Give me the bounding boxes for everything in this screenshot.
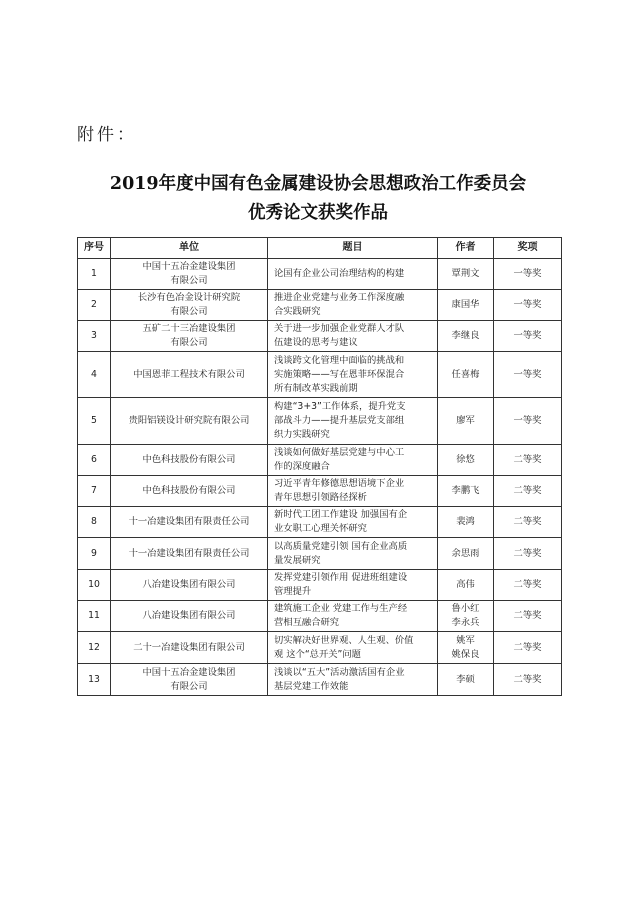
table-row <box>78 259 562 290</box>
title-cell-line: 切实解决好世界观、人生观、价值 <box>274 634 414 646</box>
table-row <box>78 476 562 507</box>
title-cell-line: 织力实践研究 <box>274 429 330 440</box>
unit-cell-line: 有限公司 <box>170 337 208 348</box>
award-cell: 一等奖 <box>494 352 562 398</box>
row-number: 6 <box>78 445 111 476</box>
title-cell <box>268 538 438 570</box>
awards-table <box>77 237 562 696</box>
title-cell-line: 关于进一步加强企业党群人才队 <box>274 323 405 334</box>
title-cell-line: 发挥党建引领作用 促进班组建设 <box>274 572 408 583</box>
table-row <box>78 664 562 696</box>
author-cell <box>438 664 494 696</box>
row-number: 12 <box>78 632 111 664</box>
unit-cell <box>111 445 268 476</box>
title-cell-line: 浅谈以“五大”活动激活国有企业 <box>274 666 405 678</box>
attachment-label: 附件： <box>77 125 137 145</box>
award-cell: 二等奖 <box>494 601 562 632</box>
table-row <box>78 601 562 632</box>
title-cell-line: 新时代工团工作建设 加强国有企 <box>274 509 408 520</box>
unit-cell-line: 贵阳铝镁设计研究院有限公司 <box>128 415 250 426</box>
title-cell-line: 合实践研究 <box>274 306 321 317</box>
title-cell <box>268 290 438 321</box>
table-row <box>78 538 562 570</box>
table-row <box>78 570 562 601</box>
title-cell-line: 营相互融合研究 <box>274 617 340 628</box>
table-row <box>78 445 562 476</box>
header-no: 序号 <box>78 238 111 259</box>
unit-cell <box>111 570 268 601</box>
author-cell <box>438 321 494 352</box>
award-cell: 二等奖 <box>494 632 562 664</box>
title-cell-line: 实施策略——写在恩菲环保混合 <box>274 368 405 380</box>
title-cell-line: 基层党建工作效能 <box>274 680 349 692</box>
author-cell <box>438 445 494 476</box>
award-cell: 二等奖 <box>494 476 562 507</box>
title-cell <box>268 507 438 538</box>
unit-cell <box>111 352 268 398</box>
row-number: 4 <box>78 352 111 398</box>
author-cell-line: 覃荆文 <box>451 268 480 279</box>
title-cell <box>268 398 438 445</box>
award-cell: 一等奖 <box>494 290 562 321</box>
row-number: 8 <box>78 507 111 538</box>
unit-cell <box>111 398 268 445</box>
title-cell <box>268 445 438 476</box>
author-cell-line: 任喜梅 <box>451 368 480 380</box>
row-number: 3 <box>78 321 111 352</box>
author-cell-line: 李鹏飞 <box>451 485 480 496</box>
table-row <box>78 507 562 538</box>
title-cell-line: 观 这个“总开关”问题 <box>274 648 361 660</box>
table-row <box>78 290 562 321</box>
author-cell <box>438 398 494 445</box>
unit-cell-line: 有限公司 <box>170 306 208 317</box>
award-cell: 一等奖 <box>494 321 562 352</box>
document-subtitle: 优秀论文获奖作品 <box>248 203 388 223</box>
row-number: 9 <box>78 538 111 570</box>
unit-cell <box>111 538 268 570</box>
author-cell-line: 康国华 <box>451 299 480 310</box>
author-cell-line: 余思雨 <box>451 547 480 559</box>
author-cell <box>438 632 494 664</box>
table-row <box>78 321 562 352</box>
table-body <box>78 259 562 696</box>
unit-cell <box>111 259 268 290</box>
title-cell-line: 浅谈如何做好基层党建与中心工 <box>274 447 405 458</box>
author-cell <box>438 570 494 601</box>
unit-cell-line: 中色科技股份有限公司 <box>142 485 236 496</box>
title-cell-line: 推进企业党建与业务工作深度融 <box>274 292 405 303</box>
award-cell: 二等奖 <box>494 570 562 601</box>
row-number: 2 <box>78 290 111 321</box>
author-cell-line: 高伟 <box>456 579 475 590</box>
unit-cell-line: 十一冶建设集团有限责任公司 <box>128 547 250 559</box>
author-cell <box>438 538 494 570</box>
unit-cell-line: 十一冶建设集团有限责任公司 <box>128 516 250 527</box>
unit-cell <box>111 321 268 352</box>
author-cell-line: 鲁小红 <box>451 603 480 614</box>
document-title: 2019年度中国有色金属建设协会思想政治工作委员会 <box>109 174 527 194</box>
author-cell <box>438 352 494 398</box>
title-cell-line: 青年思想引领路径探析 <box>274 492 367 503</box>
author-cell-line: 姚军 <box>456 634 475 646</box>
title-cell <box>268 321 438 352</box>
title-cell <box>268 352 438 398</box>
title-cell-line: 习近平青年修德思想语境下企业 <box>274 478 405 489</box>
unit-cell <box>111 664 268 696</box>
title-cell-line: 浅谈跨文化管理中面临的挑战和 <box>274 354 405 366</box>
award-cell: 一等奖 <box>494 259 562 290</box>
unit-cell-line: 二十一冶建设集团有限公司 <box>133 641 245 653</box>
author-cell-line: 姚保良 <box>451 648 480 660</box>
author-cell <box>438 601 494 632</box>
row-number: 1 <box>78 259 111 290</box>
unit-cell-line: 八冶建设集团有限公司 <box>142 610 236 621</box>
row-number: 7 <box>78 476 111 507</box>
header-author: 作者 <box>438 238 494 259</box>
row-number: 10 <box>78 570 111 601</box>
author-cell <box>438 259 494 290</box>
title-cell-line: 管理提升 <box>274 586 312 597</box>
award-cell: 一等奖 <box>494 398 562 445</box>
award-cell: 二等奖 <box>494 445 562 476</box>
row-number: 11 <box>78 601 111 632</box>
title-cell <box>268 570 438 601</box>
title-cell-line: 以高质量党建引领 国有企业高质 <box>274 540 408 552</box>
table-row <box>78 352 562 398</box>
unit-cell-line: 中国十五冶金建设集团 <box>142 261 236 272</box>
unit-cell-line: 长沙有色冶金设计研究院 <box>137 292 241 303</box>
title-cell-line: 建筑施工企业 党建工作与生产经 <box>274 603 408 614</box>
title-cell <box>268 476 438 507</box>
unit-cell <box>111 290 268 321</box>
award-cell: 二等奖 <box>494 538 562 570</box>
title-cell-line: 伍建设的思考与建议 <box>274 337 358 348</box>
author-cell-line: 廖军 <box>456 415 475 426</box>
unit-cell-line: 有限公司 <box>170 275 208 286</box>
unit-cell-line: 中国十五冶金建设集团 <box>142 666 236 678</box>
title-cell <box>268 601 438 632</box>
unit-cell <box>111 507 268 538</box>
author-cell <box>438 476 494 507</box>
unit-cell-line: 有限公司 <box>170 680 208 692</box>
table-row <box>78 398 562 445</box>
title-cell <box>268 632 438 664</box>
row-number: 5 <box>78 398 111 445</box>
title-cell-line: 部战斗力——提升基层党支部组 <box>274 415 405 426</box>
title-cell <box>268 259 438 290</box>
award-cell: 二等奖 <box>494 507 562 538</box>
title-cell-line: 业女职工心理关怀研究 <box>274 523 367 534</box>
row-number: 13 <box>78 664 111 696</box>
author-cell-line: 裴鸿 <box>456 516 475 527</box>
title-cell-line: 构建“3+3”工作体系，提升党支 <box>274 401 406 412</box>
title-cell-line: 所有制改革实践前期 <box>274 382 358 394</box>
unit-cell <box>111 476 268 507</box>
unit-cell-line: 五矿二十三冶建设集团 <box>142 323 236 334</box>
author-cell <box>438 507 494 538</box>
title-cell-line: 量发展研究 <box>274 554 321 566</box>
unit-cell-line: 八冶建设集团有限公司 <box>142 579 236 590</box>
award-cell: 二等奖 <box>494 664 562 696</box>
title-cell <box>268 664 438 696</box>
header-unit: 单位 <box>111 238 268 259</box>
header-award: 奖项 <box>494 238 562 259</box>
author-cell-line: 李硕 <box>456 673 475 685</box>
unit-cell-line: 中国恩菲工程技术有限公司 <box>133 368 245 380</box>
table-row <box>78 632 562 664</box>
author-cell-line: 李继良 <box>451 330 480 341</box>
table-header-row <box>78 238 562 259</box>
unit-cell-line: 中色科技股份有限公司 <box>142 454 236 465</box>
header-title: 题目 <box>268 238 438 259</box>
title-cell-line: 论国有企业公司治理结构的构建 <box>274 268 405 279</box>
unit-cell <box>111 632 268 664</box>
unit-cell <box>111 601 268 632</box>
author-cell-line: 徐悠 <box>456 454 475 465</box>
author-cell-line: 李永兵 <box>451 617 480 628</box>
title-cell-line: 作的深度融合 <box>274 461 330 472</box>
author-cell <box>438 290 494 321</box>
